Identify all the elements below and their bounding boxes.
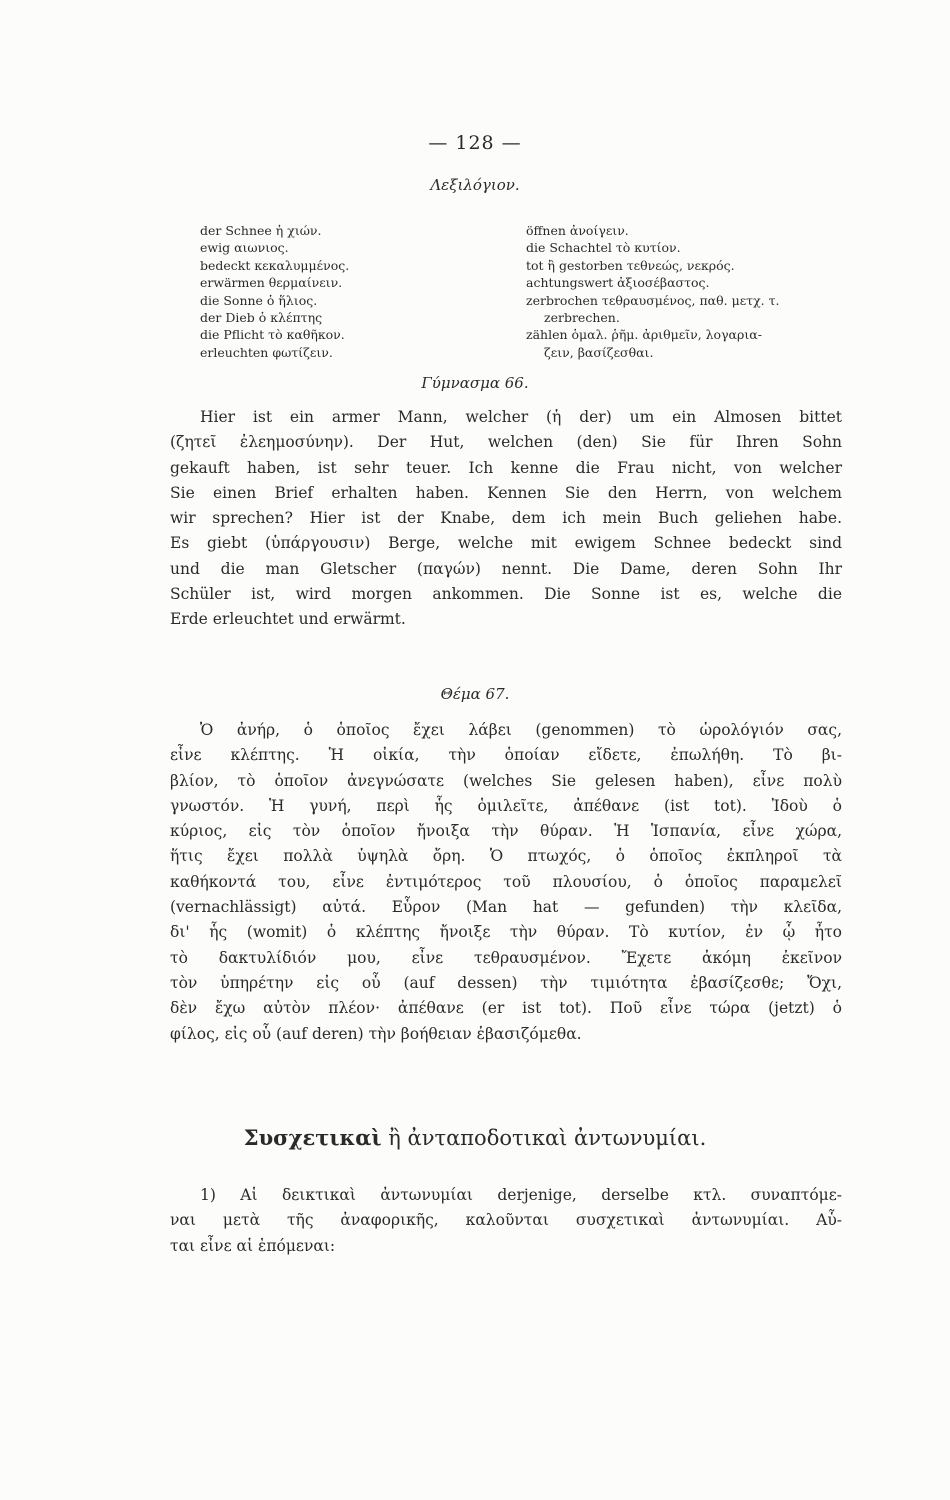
text-line: Schüler ist, wird morgen ankommen. Die Sonne ist es, welche die	[170, 585, 842, 604]
text-line: und die man Gletscher (παγών) nennt. Die Dame, deren Sohn Ihr	[170, 559, 842, 578]
section-heading	[0, 1125, 950, 1150]
text-line: Sie einen Brief erhalten haben. Kennen Sie den Herrn, von welchem	[170, 483, 842, 502]
vocab-entry: die Sonne ὁ ἥλιος.	[200, 292, 318, 308]
section-text	[170, 1183, 842, 1259]
section-heading-bold: Συσχετικαὶ	[243, 1125, 382, 1150]
vocab-entry: erwärmen θερμαίνειν.	[200, 275, 343, 291]
text-line: (ζητεῖ ἐλεημοσύνην). Der Hut, welchen (den) Sie für Ihren Sohn	[170, 433, 842, 452]
vocab-entry: tot ἢ gestorben τεθνεώς, νεκρός.	[526, 257, 735, 273]
text-line: εἶνε κλέπτης. Ἡ οἰκία, τὴν ὁποίαν εἴδετε, ἐπωλήθη. Τὸ βι-	[170, 746, 842, 765]
vocab-entry: der Schnee ἡ χιών.	[200, 223, 322, 238]
text-line: κύριος, εἰς τὸν ὁποῖον ἤνοιξα τὴν θύραν. Ἡ Ἱσπανία, εἶνε χώρα,	[170, 822, 842, 841]
vocab-entry: der Dieb ὁ κλέπτης	[200, 310, 323, 326]
text-line: gekauft haben, ist sehr teuer. Ich kenne die Frau nicht, von welcher	[170, 458, 842, 477]
text-line: (vernachlässigt) αὐτά. Εὗρον (Man hat — gefunden) τὴν κλεῖδα,	[170, 898, 842, 917]
vocabulary-left-column	[200, 222, 349, 361]
theme-title: Θέμα 67.	[440, 685, 510, 703]
vocab-entry: ewig αιωνιος.	[200, 240, 289, 256]
vocab-entry: die Pflicht τὸ καθῆκον.	[200, 327, 345, 343]
text-line: καθήκοντά του, εἶνε ἐντιμότερος τοῦ πλουσίου, ὁ ὁποῖος παραμελεῖ	[170, 872, 842, 891]
vocab-entry: bedeckt κεκαλυμμένος.	[200, 257, 350, 273]
vocab-entry: die Schachtel τὸ κυτίον.	[526, 240, 681, 256]
text-line: τὸν ὑπηρέτην εἰς οὗ (auf dessen) τὴν τιμιότητα ἐβασίζεσθε; Ὄχι,	[170, 973, 842, 992]
text-line: δὲν ἔχω αὐτὸν πλέον· ἀπέθανε (er ist tot). Ποῦ εἶνε τώρα (jetzt) ὁ	[170, 999, 842, 1018]
text-line: δι' ἧς (womit) ὁ κλέπτης ἤνοιξε τὴν θύραν. Τὸ κυτίον, ἐν ᾧ ἦτο	[170, 923, 842, 942]
text-line: γνωστόν. Ἡ γυνή, περὶ ἧς ὁμιλεῖτε, ἀπέθανε (ist tot). Ἰδοὺ ὁ	[170, 796, 842, 815]
exercise-title: Γύμνασμα 66.	[421, 374, 529, 392]
text-line: Es giebt (ὑπάργουσιν) Berge, welche mit ewigem Schnee bedeckt sind	[170, 534, 842, 553]
text-line: Erde erleuchtet und erwärmt.	[170, 610, 406, 629]
vocabulary-right-column	[526, 222, 780, 361]
vocab-entry: ζειν, βασίζεσθαι.	[544, 344, 654, 360]
vocab-entry: zählen ὁμαλ. ῥῆμ. ἀριθμεῖν, λογαρια-	[526, 327, 762, 343]
vocab-entry: öffnen ἀνοίγειν.	[526, 223, 629, 238]
section-heading-rest: ἢ ἀνταποδοτικαὶ ἀντωνυμίαι.	[381, 1126, 707, 1150]
text-line: ναι μετὰ τῆς ἀναφορικῆς, καλοῦνται συσχετικαὶ ἀντωνυμίαι. Αὗ-	[170, 1211, 842, 1230]
vocab-entry: erleuchten φωτίζειν.	[200, 344, 333, 360]
text-line: ἥτις ἔχει πολλὰ ὑψηλὰ ὄρη. Ὁ πτωχός, ὁ ὁποῖος ἐκπληροῖ τὰ	[170, 847, 842, 866]
text-line: 1) Αἱ δεικτικαὶ ἀντωνυμίαι derjenige, derselbe κτλ. συναπτόμε-	[200, 1186, 842, 1204]
vocabulary-title: Λεξιλόγιον.	[430, 176, 520, 194]
vocab-entry: achtungswert ἀξιοσέβαστος.	[526, 275, 710, 291]
text-line: ται εἶνε αἱ ἑπόμεναι:	[170, 1236, 336, 1255]
theme-text	[170, 718, 842, 1047]
exercise-text	[170, 405, 842, 633]
text-line: wir sprechen? Hier ist der Knabe, dem ich mein Buch geliehen habe.	[170, 509, 842, 528]
text-line: Ὁ ἀνήρ, ὁ ὁποῖος ἔχει λάβει (genommen) τὸ ὡρολόγιόν σας,	[200, 721, 842, 739]
vocab-entry: zerbrechen.	[544, 310, 620, 326]
page-number: — 128 —	[428, 132, 522, 154]
text-line: Hier ist ein armer Mann, welcher (ἡ der) um ein Almosen bittet	[200, 408, 842, 426]
text-line: τὸ δακτυλίδιόν μου, εἶνε τεθραυσμένον. Ἔχετε ἀκόμη ἐκεῖνον	[170, 948, 842, 967]
text-line: φίλος, εἰς οὗ (auf deren) τὴν βοήθειαν ἐβασιζόμεθα.	[170, 1024, 582, 1043]
vocab-entry: zerbrochen τεθραυσμένος, παθ. μετχ. τ.	[526, 292, 780, 308]
text-line: βλίον, τὸ ὁποῖον ἀνεγνώσατε (welches Sie gelesen haben), εἶνε πολὺ	[170, 771, 842, 790]
